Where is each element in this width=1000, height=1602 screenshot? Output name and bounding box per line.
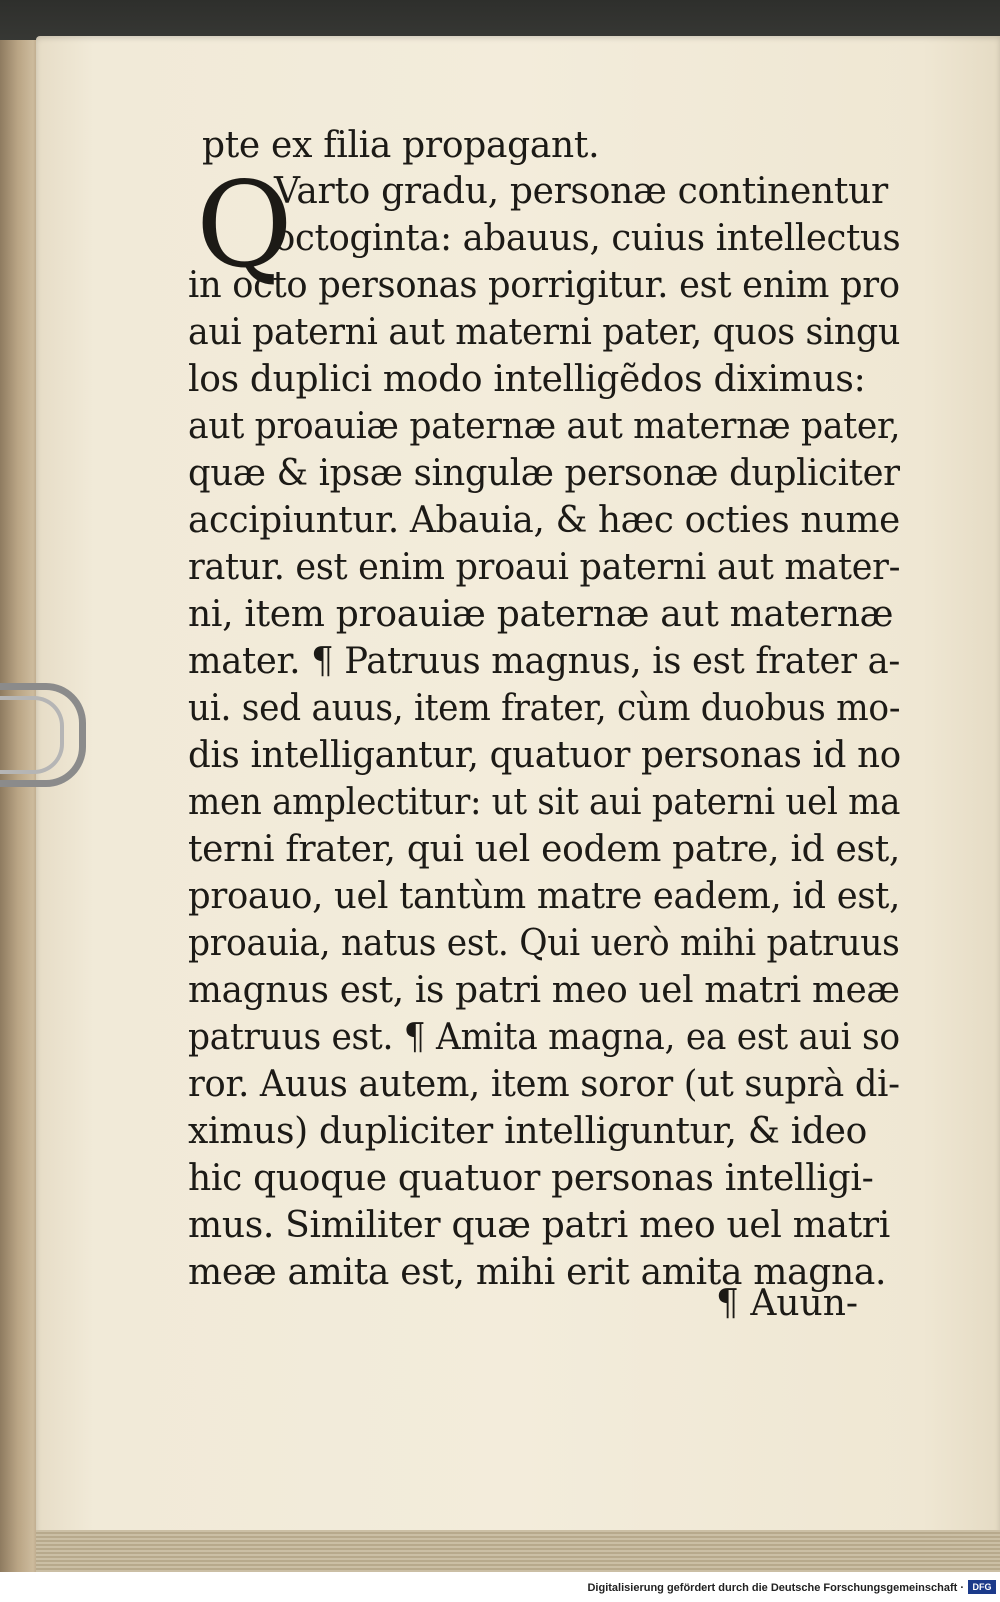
text-line: aui paterni aut materni pater, quos singu	[188, 312, 901, 353]
text-line: ror. Auus autem, item soror (ut suprà di-	[188, 1064, 900, 1105]
text-line: ratur. est enim proaui paterni aut mater-	[188, 547, 901, 588]
text-line: mus. Similiter quæ patri meo uel matri	[188, 1205, 891, 1246]
text-line: terni frater, qui uel eodem patre, id est,	[188, 829, 901, 870]
funding-notice: Digitalisierung gefördert durch die Deutsche Forschungsgemeinschaft ·	[587, 1582, 964, 1594]
catchword: ¶ Auun-	[716, 1283, 859, 1324]
text-line: aut proauiæ paternæ aut maternæ pater,	[188, 406, 901, 447]
text-line: quæ & ipsæ singulæ personæ dupliciter	[188, 453, 900, 494]
text-line: patruus est. ¶ Amita magna, ea est aui so	[188, 1017, 900, 1058]
page-stack-edge	[36, 1530, 1000, 1572]
decorated-initial: Q	[196, 156, 293, 294]
text-line: Varto gradu, personæ continentur	[274, 171, 888, 212]
text-line: ui. sed auus, item frater, cùm duobus mo-	[188, 688, 901, 729]
page-clip	[0, 683, 86, 787]
text-line: men amplectitur: ut sit aui paterni uel ma	[188, 782, 901, 823]
text-line: proauo, uel tantùm matre eadem, id est,	[188, 876, 901, 917]
text-line: dis intelligantur, quatuor personas id no	[188, 735, 901, 776]
text-line: ni, item proauiæ paternæ aut maternæ	[188, 594, 894, 635]
text-line: in octo personas porrigitur. est enim pro	[188, 265, 900, 306]
text-line: pte ex filia propagant.	[202, 125, 600, 166]
text-line: hic quoque quatuor personas intelligi-	[188, 1158, 874, 1199]
text-line: magnus est, is patri meo uel matri meæ	[188, 970, 900, 1011]
text-line: ximus) dupliciter intelliguntur, & ideo	[188, 1111, 868, 1152]
text-line: mater. ¶ Patruus magnus, is est frater a-	[188, 641, 901, 682]
text-line: octoginta: abauus, cuius intellectus	[274, 218, 901, 259]
text-line: los duplici modo intelligẽdos diximus:	[188, 359, 866, 400]
text-line: accipiuntur. Abauia, & hæc octies nume	[188, 500, 900, 541]
dfg-logo: DFG	[968, 1580, 996, 1594]
text-line: meæ amita est, mihi erit amita magna.	[188, 1252, 887, 1293]
text-line: proauia, natus est. Qui uerò mihi patruus	[188, 923, 900, 964]
